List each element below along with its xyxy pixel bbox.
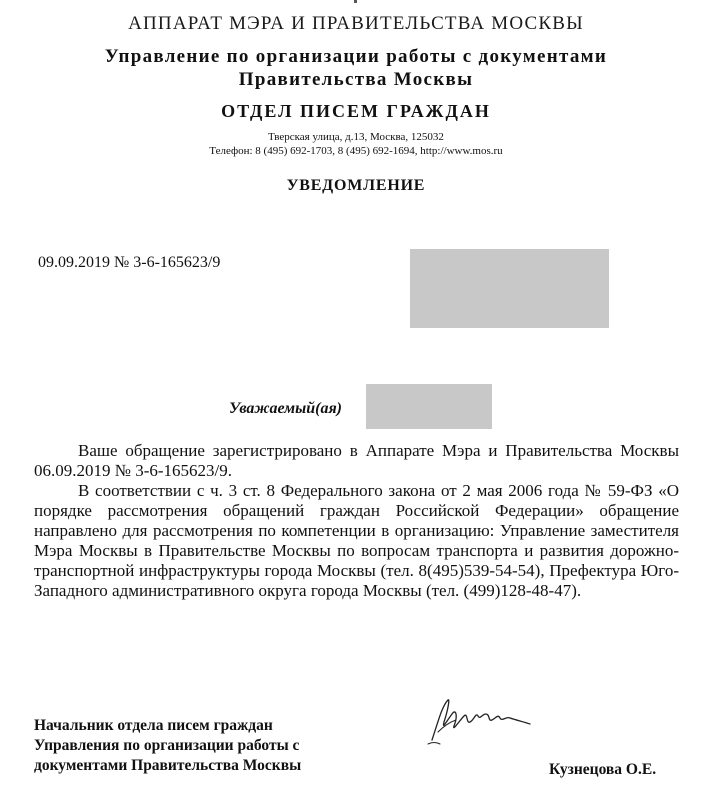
paragraph-forwarding: В соответствии с ч. 3 ст. 8 Федерального закона от 2 мая 2006 года № 59-ФЗ «О порядке рассмотрения обращений граждан Российской Федерации» обращение направлено для рассмотрения по компетенции в организацию: Управление заместителя Мэра Москвы в Правительстве Москвы по вопросам транспорта и развития дорожно-транспортной инфраструктуры города Москвы (тел. 8(495)539-54-54), Префектура Юго-Западного административного округа города Москвы (тел. (499)128-48-47). bbox=[34, 481, 679, 600]
greeting: Уважаемый(ая) bbox=[229, 400, 343, 417]
paragraph-registration: Ваше обращение зарегистрировано в Аппарате Мэра и Правительства Москвы 06.09.2019 № 3-6-165623/9. bbox=[34, 441, 679, 480]
contact-info bbox=[0, 130, 712, 158]
department-name-line1: Управление по организации работы с документами bbox=[104, 46, 608, 67]
signer-position bbox=[34, 716, 301, 776]
signer-position-line2: Управления по организации работы с bbox=[34, 737, 300, 754]
signer-position-line1: Начальник отдела писем граждан bbox=[34, 717, 273, 734]
letter-body bbox=[34, 441, 679, 601]
document-title: УВЕДОМЛЕНИЕ bbox=[286, 177, 426, 194]
page-edge-mark bbox=[354, 0, 357, 3]
organization-name: АППАРАТ МЭРА И ПРАВИТЕЛЬСТВА МОСКВЫ bbox=[128, 13, 584, 34]
redacted-recipient-address bbox=[410, 249, 609, 328]
phone-line: Телефон: 8 (495) 692-1703, 8 (495) 692-1694, http://www.mos.ru bbox=[209, 145, 503, 157]
address-line: Тверская улица, д.13, Москва, 125032 bbox=[268, 131, 444, 143]
department-name bbox=[0, 45, 712, 91]
department-name-line2: Правительства Москвы bbox=[238, 69, 474, 90]
handwritten-signature bbox=[424, 692, 534, 752]
section-name: ОТДЕЛ ПИСЕМ ГРАЖДАН bbox=[221, 101, 491, 121]
signer-name: Кузнецова О.Е. bbox=[549, 761, 657, 778]
signer-position-line3: документами Правительства Москвы bbox=[34, 757, 302, 774]
registration-number: 09.09.2019 № 3-6-165623/9 bbox=[38, 254, 221, 271]
redacted-recipient-name bbox=[366, 384, 492, 429]
